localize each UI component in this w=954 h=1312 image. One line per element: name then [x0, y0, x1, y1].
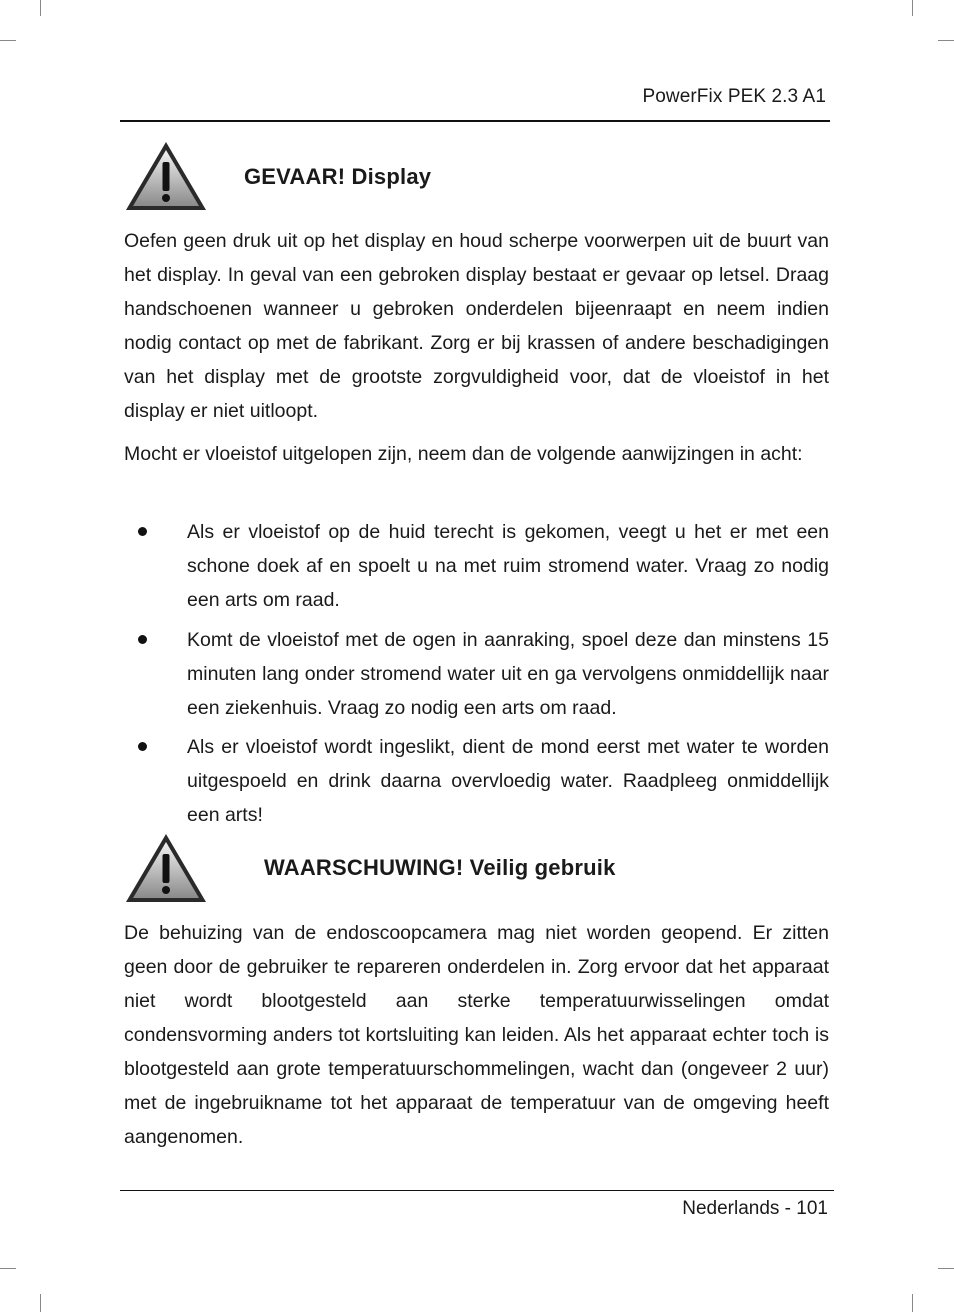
crop-mark [938, 40, 954, 41]
list-item: Als er vloeistof op de huid terecht is gekomen, veegt u het er met een schone doek af en spoelt u na met ruim stromend water. Vraag zo nodig een arts om raad. [187, 521, 829, 611]
crop-mark [0, 40, 16, 41]
list-item: Als er vloeistof wordt ingeslikt, dient de mond eerst met water te worden uitgespoeld en drink daarna overvloedig water. Raadpleeg onmiddellijk een arts! [187, 736, 829, 826]
bullet-icon [138, 527, 147, 536]
paragraph: De behuizing van de endoscoopcamera mag niet worden geopend. Er zitten geen door de gebruiker te repareren onderdelen in. Zorg ervoor dat het apparaat niet wordt blootgesteld aan sterke temperatuurwisselingen omdat condensvorming anders tot kortsluiting kan leiden. Als het apparaat echter toch is blootgesteld aan grote temperatuurschommelingen, wacht dan (ongeveer 2 uur) met de ingebruikname tot het apparaat de temperatuur van de omgeving heeft aangenomen. [124, 922, 829, 1148]
warning-triangle-icon [124, 832, 208, 904]
bullet-icon [138, 635, 147, 644]
footer-divider [120, 1190, 834, 1191]
document-header-title: PowerFix PEK 2.3 A1 [642, 86, 826, 107]
section-heading-warning: WAARSCHUWING! Veilig gebruik [264, 855, 616, 880]
paragraph: Mocht er vloeistof uitgelopen zijn, neem dan de volgende aanwijzingen in acht: [124, 443, 803, 465]
page-footer: Nederlands - 101 [682, 1198, 828, 1219]
warning-triangle-icon [124, 140, 208, 212]
crop-mark [912, 1294, 913, 1312]
crop-mark [40, 1294, 41, 1312]
crop-mark [912, 0, 913, 16]
crop-mark [40, 0, 41, 16]
paragraph: Oefen geen druk uit op het display en houd scherpe voorwerpen uit de buurt van het display. In geval van een gebroken display bestaat er gevaar op letsel. Draag handschoenen wanneer u gebroken onderdelen bijeenraapt en neem indien nodig contact op met de fabrikant. Zorg er bij krassen of andere beschadigingen van het display met de grootste zorgvuldigheid voor, dat de vloeistof in het display er niet uitloopt. [124, 230, 829, 422]
header-divider [120, 120, 830, 122]
bullet-icon [138, 742, 147, 751]
list-item: Komt de vloeistof met de ogen in aanraking, spoel deze dan minstens 15 minuten lang onder stromend water uit en ga vervolgens onmiddellijk naar een ziekenhuis. Vraag zo nodig een arts om raad. [187, 629, 829, 719]
crop-mark [0, 1268, 16, 1269]
crop-mark [938, 1268, 954, 1269]
section-heading-danger: GEVAAR! Display [244, 164, 432, 189]
